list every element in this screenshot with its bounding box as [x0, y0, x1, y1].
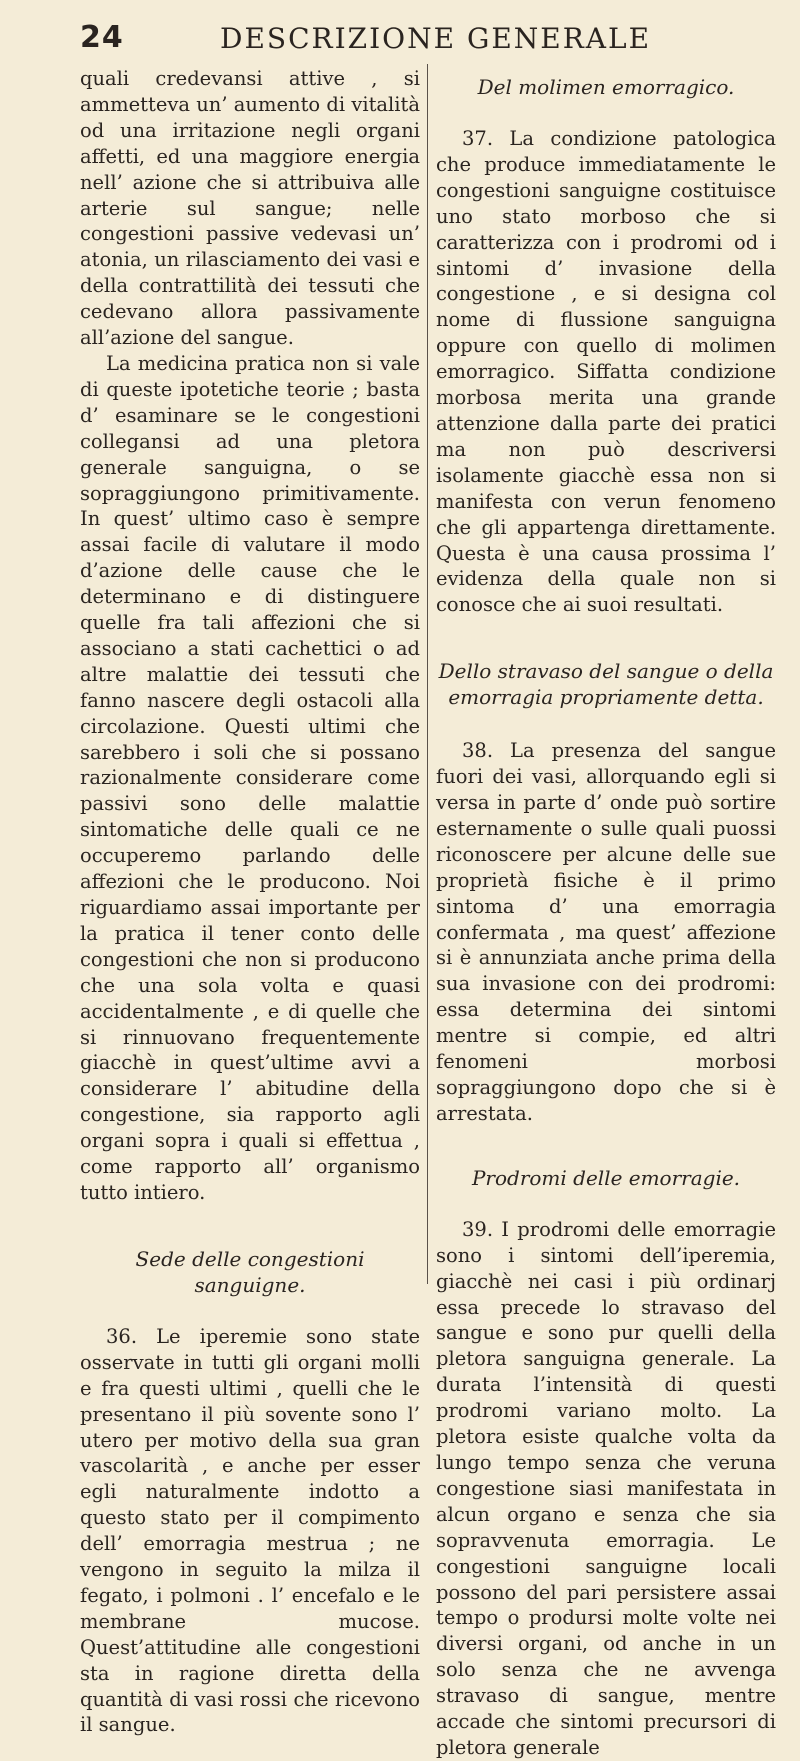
paragraph-number: 38. — [462, 739, 494, 763]
left-column — [80, 66, 420, 1738]
page-number: 24 — [80, 20, 124, 55]
paragraph-medicina-pratica: La medicina pratica non si vale di queste ipotetiche teorie ; basta d’ esaminare se le congestioni collegansi ad una pletora generale sanguigna, o se sopraggiungono primitivamente. In quest’ ultimo caso è sempre assai facile di valutare il modo d’azione delle cause che le determinano e di distinguere quelle fra tali affezioni che si associano a stati cachettici o ad altre malattie dei tessuti che fanno nascere degli ostacoli alla circolazione. Questi ultimi che sarebbero i soli che si possano razionalmente considerare come passivi sono delle malattie sintomatiche delle quali ce ne occuperemo parlando delle affezioni che le producono. Noi riguardiamo assai importante per la pratica il tener conto delle congestioni che non si producono che una sola volta e quasi accidentalmente , e di quelle che si rinnuovano frequentemente giacchè in quest’ultime avvi a considerare l’ abitudine della congestione, sia rapporto agli organi sopra i quali si effettua , come rapporto all’ organismo tutto intiero. — [80, 351, 420, 1204]
paragraph-text: Le iperemie sono state osservate in tutti gli organi molli e fra questi ultimi , quelli che le presentano il più sovente sono l’ utero per motivo della sua gran vascolarità , e anche per esser egli naturalmente indotto a questo stato per il compimento dell’ emorragia mestrua ; ne vengono in seguito la milza il fegato, i polmoni . l’ encefalo e le membrane mucose. Quest’attitudine alle congestioni sta in ragione diretta della quantità di vasi rossi che ricevono il sangue. — [80, 1324, 420, 1737]
right-column — [436, 66, 776, 1761]
paragraph-text: La condizione patologica che produce immediatamente le congestioni sanguigne costituisce uno stato morboso che si caratterizza con i prodromi od i sintomi d’ invasione della congestione , e si designa col nome di flussione sanguigna oppure con quello di molimen emorragico. Siffatta condizione morbosa merita una grande attenzione dalla parte dei pratici ma non può descriversi isolamente giacchè essa non si manifesta con verun fenomeno che gli appartenga direttamente. Questa è una causa prossima l’ evidenza della quale non si conosce che ai suoi resultati. — [436, 127, 777, 617]
paragraph-36 — [80, 1324, 420, 1739]
paragraph-text: I prodromi delle emorragie sono i sintomi dell’iperemia, giacchè nei casi i più ordinarj essa precede lo stravaso del sangue e sono pur quelli della pletora sanguigna generale. La durata l’intensità di questi prodromi variano molto. La pletora esiste qualche volta da lungo tempo senza che veruna congestione siasi manifestata in alcun organo e senza che sia sopravvenuta emorragia. Le congestioni sanguigne locali possono del pari persistere assai tempo o prodursi molte volte nei diversi organi, od anche in un solo senza che ne avvenga stravaso di sangue, mentre accade che sintomi precursori di pletora generale — [436, 1217, 776, 1759]
paragraph-number: 37. — [462, 127, 494, 150]
paragraph-text: La presenza del sangue fuori dei vasi, allorquando egli si versa in parte d’ onde può sortire esternamente o sulle quali puossi riconoscere per alcune delle sue proprietà fisiche è il primo sintoma d’ una emorragia confermata , ma quest’ affezione si è annunziata anche prima della sua invasione con dei prodromi: essa determina dei sintomi mentre si compie, ed altri fenomeni morbosi sopraggiungono dopo che si è arrestata. — [436, 739, 776, 1125]
column-divider — [427, 64, 428, 1284]
paragraph-number: 36. — [106, 1324, 138, 1348]
section-heading-sede: Sede delle congestioni sanguigne. — [135, 1246, 365, 1297]
paragraph-39 — [436, 1217, 776, 1761]
paragraph-38 — [436, 738, 776, 1127]
section-heading-molimen: Del molimen emorragico. — [477, 75, 735, 99]
paragraph-number: 39. — [462, 1217, 494, 1241]
section-heading-line: emorragia propriamente detta. — [448, 685, 764, 710]
section-heading-line: Dello stravaso del sangue o della — [438, 659, 774, 684]
page-header — [80, 20, 760, 60]
paragraph-37 — [436, 126, 776, 618]
section-heading-stravaso — [436, 658, 776, 710]
running-title: DESCRIZIONE GENERALE — [220, 22, 652, 55]
paragraph-continued: quali credevansi attive , si ammetteva un’ aumento di vitalità od una irritazione negli organi affetti, ed una maggiore energia nell’ azione che si attribuiva alle arterie sul sangue; nelle congestioni passive vedevasi un’ atonia, un rilasciamento dei vasi e della contrattilità dei tessuti che cedevano allora passivamente all’azione del sangue. — [80, 67, 420, 350]
section-heading-prodromi: Prodromi delle emorragie. — [471, 1165, 741, 1190]
